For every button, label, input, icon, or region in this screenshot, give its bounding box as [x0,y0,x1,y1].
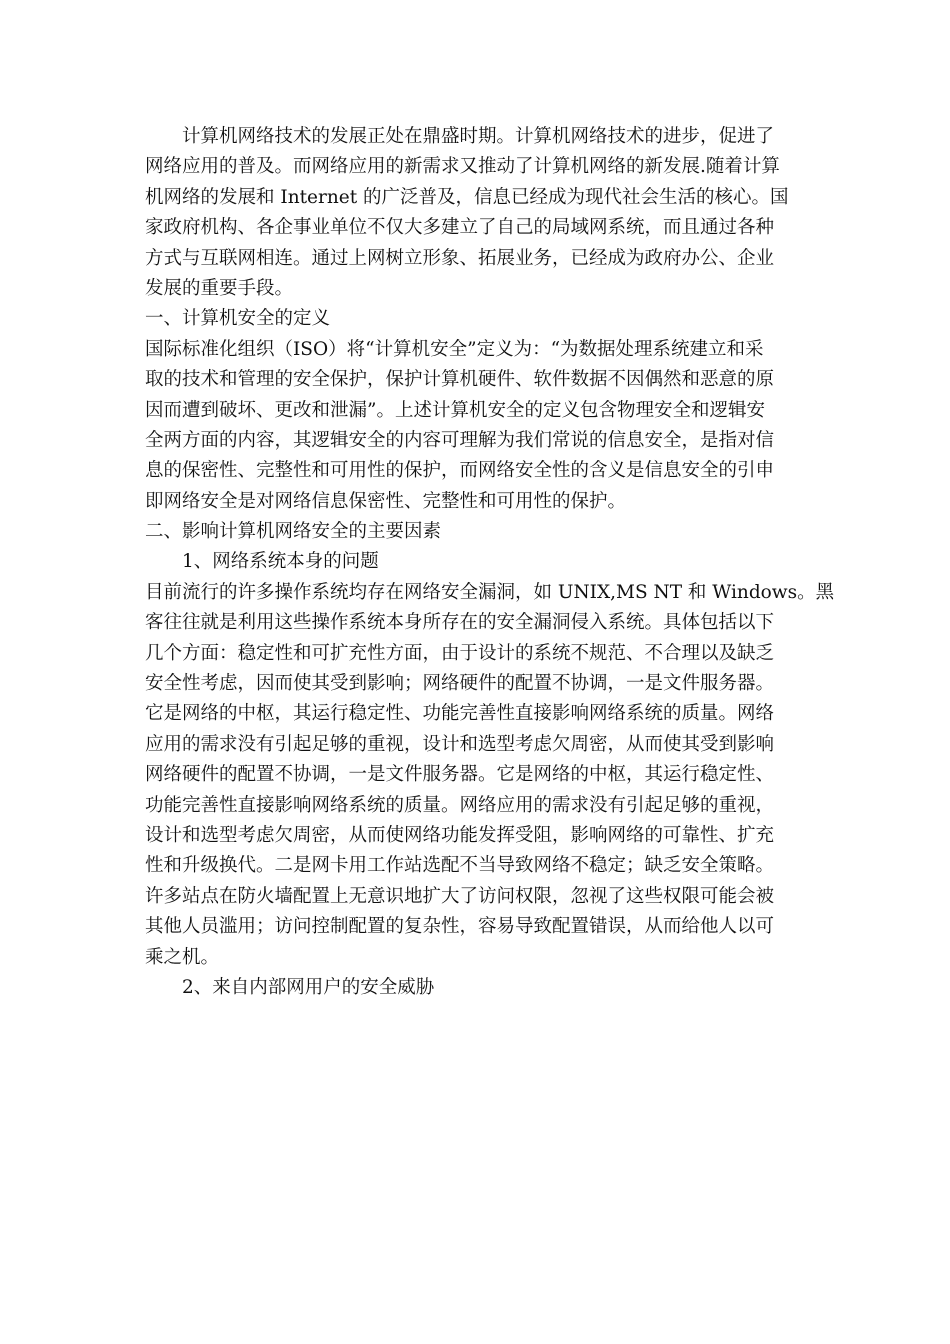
text-line: 许多站点在防火墙配置上无意识地扩大了访问权限，忽视了这些权限可能会被 [145,885,775,907]
text-line: 它是网络的中枢，其运行稳定性、功能完善性直接影响网络系统的质量。网络 [145,703,775,725]
text-line: 安全性考虑，因而使其受到影响；网络硬件的配置不协调，一是文件服务器。 [145,673,775,695]
section-heading: 二、影响计算机网络安全的主要因素 [145,521,442,543]
text-line: 计算机网络技术的发展正处在鼎盛时期。计算机网络技术的进步，促进了 [182,126,775,147]
text-line: 因而遭到破坏、更改和泄漏”。上述计算机安全的定义包含物理安全和逻辑安 [145,399,765,421]
text-line: 全两方面的内容，其逻辑安全的内容可理解为我们常说的信息安全，是指对信 [145,429,775,451]
text-line: 息的保密性、完整性和可用性的保护，而网络安全性的含义是信息安全的引申 [145,460,775,482]
text-line: 其他人员滥用；访问控制配置的复杂性，容易导致配置错误，从而给他人以可 [145,916,775,938]
subsection-heading: 1、网络系统本身的问题 [182,551,379,573]
text-line: 方式与互联网相连。通过上网树立形象、拓展业务，已经成为政府办公、企业 [145,247,775,269]
text-line: 应用的需求没有引起足够的重视，设计和选型考虑欠周密，从而使其受到影响 [145,733,775,755]
text-line: 网络硬件的配置不协调，一是文件服务器。它是网络的中枢，其运行稳定性、 [145,764,775,786]
text-line: 网络应用的普及。而网络应用的新需求又推动了计算机网络的新发展.随着计算 [145,156,780,178]
text-line: 乘之机。 [145,946,220,968]
subsection-heading: 2、来自内部网用户的安全威胁 [182,976,435,998]
text-line: 发展的重要手段。 [145,277,294,299]
text-line: 国际标准化组织（ISO）将“计算机安全”定义为：“为数据处理系统建立和采 [145,338,764,360]
text-line: 目前流行的许多操作系统均存在网络安全漏洞，如 UNIX,MS NT 和 Windows。黑 [145,581,835,603]
text-line: 设计和选型考虑欠周密，从而使网络功能发挥受阻，影响网络的可靠性、扩充 [145,824,775,846]
text-line: 几个方面：稳定性和可扩充性方面，由于设计的系统不规范、不合理以及缺乏 [145,642,775,664]
section-heading: 一、计算机安全的定义 [145,308,331,330]
text-line: 功能完善性直接影响网络系统的质量。网络应用的需求没有引起足够的重视， [145,794,775,816]
text-line: 客往往就是利用这些操作系统本身所存在的安全漏洞侵入系统。具体包括以下 [145,612,775,634]
document-body [145,122,835,1003]
text-line: 机网络的发展和 Internet 的广泛普及，信息已经成为现代社会生活的核心。国 [145,186,789,208]
text-line: 家政府机构、各企事业单位不仅大多建立了自己的局域网系统，而且通过各种 [145,217,775,239]
text-line: 取的技术和管理的安全保护，保护计算机硬件、软件数据不因偶然和恶意的原 [145,369,775,391]
text-line: 即网络安全是对网络信息保密性、完整性和可用性的保护。 [145,490,627,512]
text-line: 性和升级换代。二是网卡用工作站选配不当导致网络不稳定；缺乏安全策略。 [145,855,775,877]
